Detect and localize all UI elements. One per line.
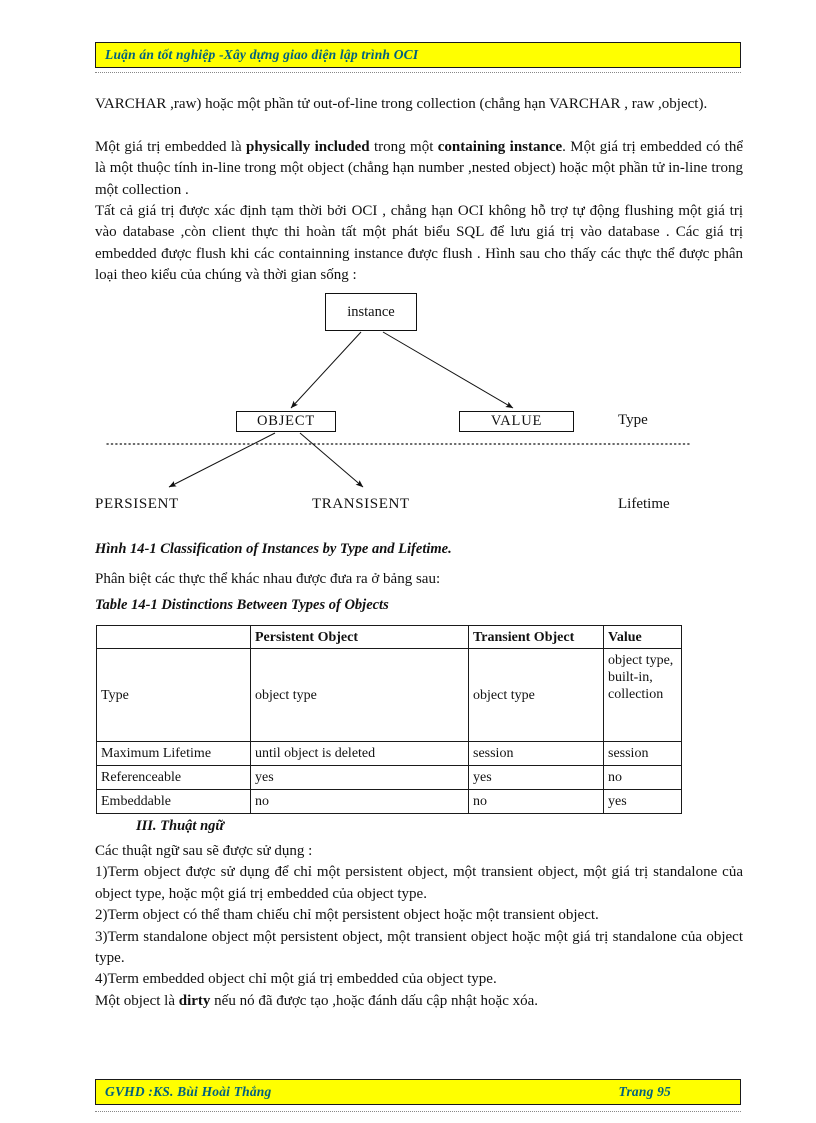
diagram-connectors [95,285,743,520]
header-title: Luận án tốt nghiệp -Xây dựng giao diện lập trình OCI [105,47,419,62]
closing-run-1: Một object là [95,992,179,1009]
table-row [97,790,682,814]
terminology-item-4: 4)Term embedded object chỉ một giá trị embedded của object type. [95,971,497,988]
table-cell-value: session [604,742,682,766]
footer-advisor: GVHD :KS. Bùi Hoài Thắng [105,1084,272,1099]
embedded-run-1: Một giá trị embedded là [95,139,247,155]
table-cell-persistent: until object is deleted [251,742,469,766]
diagram-node-value-label: VALUE [490,413,543,429]
header-separator-rule [95,72,741,73]
closing-run-2: nếu nó đã được tạo ,hoặc đánh dấu cập nhật hoặc xóa. [210,992,539,1009]
diagram-node-value [459,411,574,432]
footer-separator-rule [95,1111,741,1112]
terminology-list [95,841,743,1012]
table-header-value: Value [604,626,682,649]
terminology-closing [95,991,743,1012]
table-header-transient-object: Transient Object [469,626,604,649]
terminology-intro: Các thuật ngữ sau sẽ được sử dụng : [95,843,313,859]
table-caption: Table 14-1 Distinctions Between Types of Objects [95,597,389,613]
figure-caption: Hình 14-1 Classification of Instances by Type and Lifetime. [95,541,452,557]
table-header-persistent-object: Persistent Object [251,626,469,649]
table-cell-persistent: yes [251,766,469,790]
page-header-band [95,42,741,68]
paragraph-embedded [95,137,743,201]
paragraph-varchar-text: VARCHAR ,raw) hoặc một phần tử out-of-line trong collection (chẳng hạn VARCHAR , raw ,object). [95,96,708,112]
diagram-node-instance-label: instance [347,303,395,320]
paragraph-varchar [95,94,743,115]
table-cell-row-label: Type [97,649,251,742]
terminology-item-1: 1)Term object được sử dụng để chỉ một persistent object, một transient object, một giá trị standalone của object type, hoặc một giá trị embedded của object type. [95,864,743,902]
section-heading-thuat-ngu: III. Thuật ngữ [136,818,225,834]
closing-bold-dirty: dirty [178,992,211,1009]
table-row [97,766,682,790]
table-row [97,649,682,742]
edge-object-to-persistent [169,433,275,487]
table-cell-row-label: Embeddable [97,790,251,814]
distinctions-table [96,625,682,814]
page-footer-band [95,1079,741,1105]
table-row [97,742,682,766]
diagram-node-instance [325,293,417,331]
footer-page-number: Trang 95 [618,1084,671,1099]
table-cell-persistent: object type [251,649,469,742]
embedded-run-2: trong một [369,139,438,155]
diagram-leaf-transient: TRANSISENT [312,496,410,512]
paragraph-flush-text: Tất cả giá trị được xác định tạm thời bởi OCI , chẳng hạn OCI không hỗ trợ tự động flushing một giá trị vào database ,còn client thực thi hoàn tất một phát biểu SQL để lưu giá trị vào database . Các giá trị embedded được flush khi các containning instance được flush . Hình sau cho thấy các thực thể được phân loại theo kiểu của chúng và thời gian sống : [95,203,743,284]
table-cell-persistent: no [251,790,469,814]
table-cell-transient: session [469,742,604,766]
table-cell-transient: yes [469,766,604,790]
table-cell-value: no [604,766,682,790]
embedded-bold-containing-instance: containing instance [437,139,563,155]
diagram-node-object-label: OBJECT [257,413,315,429]
table-cell-row-label: Maximum Lifetime [97,742,251,766]
embedded-run-3: . Một giá trị embedded có thể là một thuộc tính in-line trong một object (chẳng hạn number ,nested object) hoặc một phần tử in-line trong một collection . [95,139,743,198]
edge-instance-to-value [383,332,513,408]
table-header-row [97,626,682,649]
diagram-axis-label-type: Type [618,412,648,428]
table-lead-in-text: Phân biệt các thực thể khác nhau được đưa ra ở bảng sau: [95,571,441,587]
edge-object-to-transient [300,433,363,487]
table-cell-value: yes [604,790,682,814]
edge-instance-to-object [291,332,361,408]
table-cell-row-label: Referenceable [97,766,251,790]
instance-classification-diagram [95,285,743,520]
embedded-bold-physically-included: physically included [246,139,370,155]
diagram-leaf-persistent: PERSISENT [95,496,179,512]
table-cell-transient: object type [469,649,604,742]
table-cell-value: object type, built-in, collection [604,649,682,742]
diagram-node-object [236,411,336,432]
paragraph-flush [95,201,743,287]
table-header-blank [97,626,251,649]
terminology-item-3: 3)Term standalone object một persistent object, một transient object hoặc một giá trị standalone của object type. [95,928,743,967]
terminology-item-2: 2)Term object có thể tham chiếu chỉ một persistent object hoặc một transient object. [95,907,599,924]
table-cell-transient: no [469,790,604,814]
paragraph-embedded-text [95,137,743,201]
diagram-axis-label-lifetime: Lifetime [618,496,670,512]
